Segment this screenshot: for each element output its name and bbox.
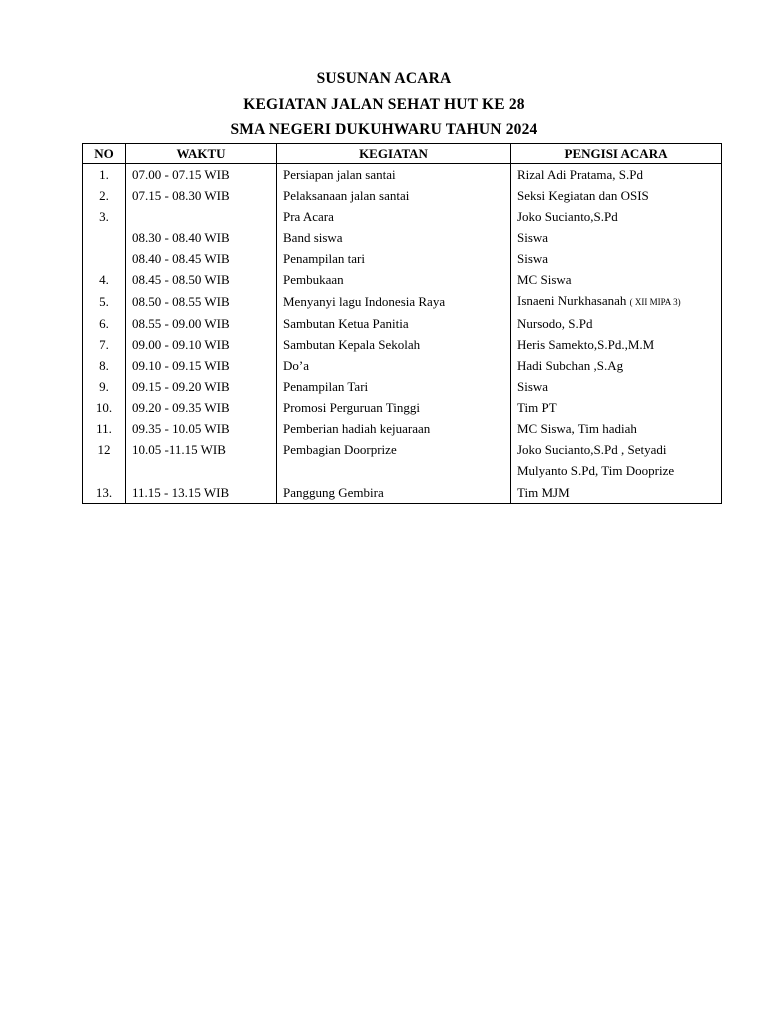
cell-pengisi-acara bbox=[511, 248, 722, 269]
cell-kegiatan bbox=[277, 376, 511, 397]
cell-no bbox=[83, 376, 126, 397]
cell-waktu-text: 09.15 - 09.20 WIB bbox=[132, 379, 230, 394]
cell-no bbox=[83, 355, 126, 376]
cell-pengisi-acara bbox=[511, 397, 722, 418]
cell-waktu bbox=[126, 206, 277, 227]
table-row bbox=[83, 355, 722, 376]
cell-waktu bbox=[126, 164, 277, 186]
cell-kegiatan bbox=[277, 290, 511, 313]
cell-waktu-text: 08.45 - 08.50 WIB bbox=[132, 272, 230, 287]
cell-waktu bbox=[126, 397, 277, 418]
cell-no bbox=[83, 481, 126, 504]
cell-kegiatan bbox=[277, 269, 511, 290]
cell-pengisi-acara-text: Hadi Subchan ,S.Ag bbox=[517, 358, 624, 373]
cell-waktu bbox=[126, 355, 277, 376]
cell-pengisi-acara bbox=[511, 481, 722, 504]
cell-waktu bbox=[126, 334, 277, 355]
schedule-table bbox=[82, 143, 722, 504]
cell-no bbox=[83, 290, 126, 313]
cell-kegiatan-text: Panggung Gembira bbox=[283, 484, 384, 500]
cell-waktu bbox=[126, 418, 277, 439]
cell-waktu-text: 10.05 -11.15 WIB bbox=[132, 442, 226, 457]
cell-no bbox=[83, 460, 126, 481]
cell-waktu bbox=[126, 269, 277, 290]
cell-no-text: 6. bbox=[99, 316, 109, 331]
cell-no-text: 5. bbox=[99, 294, 109, 309]
cell-waktu-text: 08.30 - 08.40 WIB bbox=[132, 230, 230, 245]
cell-pengisi-acara bbox=[511, 376, 722, 397]
cell-kegiatan bbox=[277, 355, 511, 376]
cell-pengisi-acara bbox=[511, 290, 722, 313]
cell-no bbox=[83, 164, 126, 186]
cell-pengisi-acara bbox=[511, 355, 722, 376]
cell-pengisi-acara bbox=[511, 439, 722, 460]
cell-kegiatan bbox=[277, 418, 511, 439]
table-row bbox=[83, 206, 722, 227]
cell-kegiatan-text: Penampilan tari bbox=[283, 251, 365, 266]
table-row bbox=[83, 248, 722, 269]
cell-waktu-text: 07.00 - 07.15 WIB bbox=[132, 167, 230, 182]
cell-pengisi-acara-text: Nursodo, S.Pd bbox=[517, 316, 593, 331]
cell-no-text: 8. bbox=[99, 358, 109, 373]
cell-waktu bbox=[126, 313, 277, 334]
cell-kegiatan-text: Pemberian hadiah kejuaraan bbox=[283, 421, 431, 436]
cell-no bbox=[83, 248, 126, 269]
cell-waktu-text: 09.10 - 09.15 WIB bbox=[132, 358, 230, 373]
cell-kegiatan-text: Persiapan jalan santai bbox=[283, 167, 396, 182]
cell-pengisi-acara-text: MC Siswa, Tim hadiah bbox=[517, 421, 637, 436]
cell-kegiatan-text: Pelaksanaan jalan santai bbox=[283, 188, 410, 203]
cell-kegiatan-text: Pra Acara bbox=[283, 209, 334, 224]
class-note: ( XII MIPA 3) bbox=[629, 297, 681, 307]
cell-kegiatan-text: Penampilan Tari bbox=[283, 379, 369, 394]
cell-pengisi-acara-text: Tim MJM bbox=[517, 484, 570, 500]
document-subtitle-school: SMA NEGERI DUKUHWARU TAHUN 2024 bbox=[230, 121, 538, 138]
cell-waktu bbox=[126, 290, 277, 313]
cell-pengisi-acara bbox=[511, 313, 722, 334]
cell-kegiatan-text: Sambutan Ketua Panitia bbox=[283, 316, 409, 331]
cell-pengisi-acara-text: Tim PT bbox=[517, 400, 557, 415]
cell-waktu-text: 08.55 - 09.00 WIB bbox=[132, 316, 230, 331]
cell-kegiatan-text: Pembukaan bbox=[283, 272, 344, 287]
cell-kegiatan-text: Menyanyi lagu Indonesia Raya bbox=[283, 294, 446, 309]
cell-pengisi-acara-text: Joko Sucianto,S.Pd , Setyadi bbox=[517, 442, 667, 457]
cell-no-text: 4. bbox=[99, 272, 109, 287]
cell-no bbox=[83, 269, 126, 290]
cell-no-text: 10. bbox=[95, 400, 113, 415]
cell-waktu bbox=[126, 185, 277, 206]
cell-waktu-text: 08.40 - 08.45 WIB bbox=[132, 251, 230, 266]
table-row bbox=[83, 418, 722, 439]
cell-kegiatan-text: Do’a bbox=[283, 358, 309, 373]
cell-kegiatan-text: Pembagian Doorprize bbox=[283, 442, 397, 457]
table-body bbox=[83, 164, 722, 504]
cell-kegiatan-text: Sambutan Kepala Sekolah bbox=[283, 337, 421, 352]
table-row bbox=[83, 397, 722, 418]
cell-kegiatan-text: Band siswa bbox=[283, 230, 343, 245]
cell-pengisi-acara bbox=[511, 269, 722, 290]
cell-kegiatan bbox=[277, 313, 511, 334]
table-row bbox=[83, 313, 722, 334]
table-row bbox=[83, 290, 722, 313]
cell-waktu-text: 07.15 - 08.30 WIB bbox=[132, 188, 230, 203]
cell-kegiatan bbox=[277, 227, 511, 248]
cell-no bbox=[83, 185, 126, 206]
table-row bbox=[83, 185, 722, 206]
cell-kegiatan bbox=[277, 397, 511, 418]
cell-waktu bbox=[126, 248, 277, 269]
table-row bbox=[83, 481, 722, 504]
cell-kegiatan-text: Promosi Perguruan Tinggi bbox=[283, 400, 421, 415]
cell-pengisi-acara-text: Seksi Kegiatan dan OSIS bbox=[517, 188, 649, 203]
cell-waktu bbox=[126, 227, 277, 248]
cell-pengisi-acara-text: Siswa bbox=[517, 379, 549, 394]
cell-no-text: 11. bbox=[96, 421, 112, 436]
cell-waktu-text: 09.20 - 09.35 WIB bbox=[132, 400, 230, 415]
table-row bbox=[83, 164, 722, 186]
cell-no-text: 1. bbox=[99, 167, 109, 182]
table-row bbox=[83, 439, 722, 460]
cell-no-text: 12 bbox=[97, 442, 111, 457]
cell-no-text: 9. bbox=[99, 379, 109, 394]
cell-no bbox=[83, 418, 126, 439]
cell-pengisi-acara bbox=[511, 418, 722, 439]
header-kegiatan: KEGIATAN bbox=[277, 144, 511, 164]
cell-no-text: 3. bbox=[99, 209, 109, 224]
cell-no bbox=[83, 397, 126, 418]
cell-pengisi-acara-text: Isnaeni Nurkhasanah bbox=[517, 293, 627, 308]
table-row bbox=[83, 227, 722, 248]
cell-kegiatan bbox=[277, 439, 511, 460]
cell-pengisi-acara-text: Siswa bbox=[517, 230, 549, 245]
cell-no bbox=[83, 206, 126, 227]
cell-no-text: 7. bbox=[99, 337, 109, 352]
document-title: SUSUNAN ACARA bbox=[316, 70, 452, 87]
cell-pengisi-acara bbox=[511, 185, 722, 206]
header-waktu: WAKTU bbox=[126, 144, 277, 164]
cell-waktu bbox=[126, 439, 277, 460]
header-pengisi-acara: PENGISI ACARA bbox=[511, 144, 722, 164]
cell-waktu-text: 09.00 - 09.10 WIB bbox=[132, 337, 230, 352]
table-header-row bbox=[83, 144, 722, 164]
cell-no bbox=[83, 227, 126, 248]
cell-pengisi-acara-text: Mulyanto S.Pd, Tim Dooprize bbox=[517, 463, 675, 478]
header-no: NO bbox=[83, 144, 126, 164]
cell-no-text: 13. bbox=[95, 484, 113, 500]
document-subtitle-event: KEGIATAN JALAN SEHAT HUT KE 28 bbox=[243, 96, 525, 113]
cell-no-text: 2. bbox=[99, 188, 109, 203]
cell-pengisi-acara bbox=[511, 460, 722, 481]
cell-waktu-text: 11.15 - 13.15 WIB bbox=[132, 484, 230, 500]
cell-waktu bbox=[126, 481, 277, 504]
cell-kegiatan bbox=[277, 185, 511, 206]
cell-kegiatan bbox=[277, 206, 511, 227]
cell-waktu bbox=[126, 460, 277, 481]
cell-kegiatan bbox=[277, 248, 511, 269]
table-row bbox=[83, 376, 722, 397]
table-row bbox=[83, 460, 722, 481]
cell-kegiatan bbox=[277, 164, 511, 186]
cell-pengisi-acara-text: Siswa bbox=[517, 251, 549, 266]
cell-waktu bbox=[126, 376, 277, 397]
cell-kegiatan bbox=[277, 460, 511, 481]
cell-pengisi-acara-text: Heris Samekto,S.Pd.,M.M bbox=[517, 337, 655, 352]
cell-waktu-text: 08.50 - 08.55 WIB bbox=[132, 294, 230, 309]
cell-pengisi-acara bbox=[511, 164, 722, 186]
table-row bbox=[83, 334, 722, 355]
cell-pengisi-acara bbox=[511, 334, 722, 355]
cell-no bbox=[83, 439, 126, 460]
cell-pengisi-acara bbox=[511, 227, 722, 248]
table-row bbox=[83, 269, 722, 290]
cell-pengisi-acara-text: Rizal Adi Pratama, S.Pd bbox=[517, 167, 644, 182]
cell-no bbox=[83, 334, 126, 355]
cell-pengisi-acara bbox=[511, 206, 722, 227]
cell-kegiatan bbox=[277, 481, 511, 504]
cell-waktu-text: 09.35 - 10.05 WIB bbox=[132, 421, 230, 436]
cell-no bbox=[83, 313, 126, 334]
cell-kegiatan bbox=[277, 334, 511, 355]
cell-pengisi-acara-text: MC Siswa bbox=[517, 272, 572, 287]
cell-pengisi-acara-text: Joko Sucianto,S.Pd bbox=[517, 209, 618, 224]
